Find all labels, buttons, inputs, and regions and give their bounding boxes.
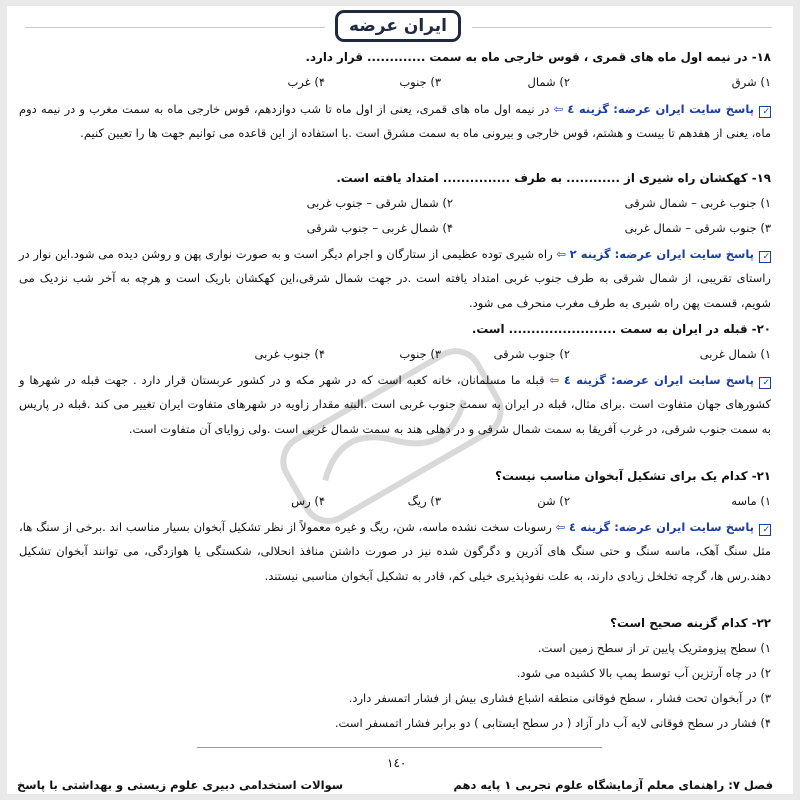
question-20: ۲۰- قبله در ایران به سمت ........................ است. xyxy=(471,322,771,336)
arrow-left-icon: ⇦ xyxy=(553,102,564,116)
q20-option-2: ۲) جنوب شرقی xyxy=(493,347,570,361)
q21-answer-label: پاسخ سایت ایران عرضه: گزینه ٤ xyxy=(569,520,754,534)
q19-option-1: ۱) جنوب غربی – شمال شرقی xyxy=(624,196,771,210)
checkbox-icon: ✓ xyxy=(759,106,771,118)
checkbox-icon: ✓ xyxy=(759,524,771,536)
header-rule-right xyxy=(472,27,772,28)
q18-option-2: ۲) شمال xyxy=(527,75,570,89)
q20-option-4: ۴) جنوب غربی xyxy=(254,347,325,361)
q22-option-1: ۱) سطح پیزومتریک پایین تر از سطح زمین است. xyxy=(537,641,771,655)
q22-option-4: ۴) فشار در سطح فوقانی لایه آب دار آزاد ( در سطح ایستابی ) دو برابر فشار اتمسفر است. xyxy=(334,716,771,730)
q20-option-3: ۳) جنوب xyxy=(399,347,441,361)
q20-answer xyxy=(19,368,771,441)
q19-option-4: ۴) شمال غربی – جنوب شرقی xyxy=(306,221,453,235)
question-22: ۲۲- کدام گزینه صحیح است؟ xyxy=(610,616,771,630)
q18-answer xyxy=(19,97,771,146)
logo xyxy=(335,10,461,42)
q22-option-2: ۲) در چاه آرتزین آب توسط پمپ بالا کشیده می شود. xyxy=(516,666,771,680)
q19-answer xyxy=(19,242,771,315)
footer-chapter-title: فصل ۷: راهنمای معلم آزمایشگاه علوم تجربی ۱ پایه دهم xyxy=(453,778,773,792)
q21-option-1: ۱) ماسه xyxy=(731,494,771,508)
q22-option-3: ۳) در آبخوان تحت فشار ، سطح فوقانی منطقه اشباع فشاری بیش از فشار اتمسفر دارد. xyxy=(348,691,771,705)
q20-answer-text: قبله ما مسلمانان، خانه کعبه است که در شهر مکه و در کشور عربستان قرار دارد . جهت قبله در شهرها و کشورهای جهان متفاوت است .برای مثال، قبله در ایران به سمت جنوب غربی است .البته مقدار زاویه در شهرهای متفاوت ایران تغییر می کند .قبله در پاریس به سمت جنوب شرقی، در غرب آفریقا به سمت شمال شرقی و در دهلی هند به سمت شمال غربی است .ولی زوایای آن متفاوت است. xyxy=(19,373,771,436)
q21-option-2: ۲) شن xyxy=(537,494,570,508)
q18-answer-label: پاسخ سایت ایران عرضه: گزینه ٤ xyxy=(567,102,754,116)
footer-book-title: سوالات استخدامی دبیری علوم زیستی و بهداشتی با پاسخ xyxy=(17,778,344,792)
q21-option-4: ۴) رس xyxy=(291,494,325,508)
header-rule-left xyxy=(25,27,325,28)
footer-rule xyxy=(197,747,602,748)
q19-option-3: ۳) جنوب شرقی – شمال غربی xyxy=(624,221,771,235)
page-number: ۱٤۰ xyxy=(387,756,407,770)
question-21: ۲۱- کدام یک برای تشکیل آبخوان مناسب نیست؟ xyxy=(495,469,771,483)
q18-option-4: ۴) غرب xyxy=(287,75,325,89)
q19-option-2: ۲) شمال شرقی – جنوب غربی xyxy=(306,196,453,210)
q21-answer xyxy=(19,515,771,588)
document-page xyxy=(7,6,793,794)
checkbox-icon: ✓ xyxy=(759,251,771,263)
q19-answer-text: راه شیری توده عظیمی از ستارگان و اجرام دیگر است و به صورت نواری پهن و روشن دیده می شود.این نوار در راستای تقریبی، از شمال شرقی به طرف جنوب غربی امتداد یافته است .در جهت شمال شرقی،این کهکشان باریک است و هرچه به آخر شب نزدیک می شویم، قسمت پهن راه شیری به طرف مغرب منحرف می شود. xyxy=(19,247,771,310)
q21-option-3: ۳) ریگ xyxy=(407,494,441,508)
question-18: ۱۸- در نیمه اول ماه های قمری ، قوس خارجی ماه به سمت ............. قرار دارد. xyxy=(305,50,771,64)
q18-option-3: ۳) جنوب xyxy=(399,75,441,89)
arrow-left-icon: ⇦ xyxy=(555,520,566,534)
arrow-left-icon: ⇦ xyxy=(549,373,559,387)
checkbox-icon: ✓ xyxy=(759,377,771,389)
q18-option-1: ۱) شرق xyxy=(731,75,771,89)
q20-option-1: ۱) شمال غربی xyxy=(699,347,771,361)
q20-answer-label: پاسخ سایت ایران عرضه: گزینه ٤ xyxy=(563,373,754,387)
question-19: ۱۹- کهکشان راه شیری از ............ به طرف ............... امتداد یافته است. xyxy=(336,171,771,185)
q21-answer-text: رسوبات سخت نشده ماسه، شن، ریگ و غیره معمولاً از نظر تشکیل آبخوان بسیار مناسب اند .برخی از سنگ ها، مثل سنگ آهک، ماسه سنگ و حتی سنگ های آذرین و دگرگون شده نیز در صورت داشتن منافذ انحلالی، شکستگی یا هوازدگی، می توانند آبخوان تشکیل دهند.رس ها، گرچه تخلخل زیادی دارند، به علت نفوذپذیری خیلی کم، قادر به تشکیل آبخوان مناسبی نیستند. xyxy=(19,520,771,583)
q18-answer-text: در نیمه اول ماه های قمری، یعنی از اول ماه تا شب دوازدهم، قوس خارجی ماه به سمت مغرب و در نیمه دوم ماه، یعنی از هفدهم تا بیست و هشتم، قوس خارجی و بیرونی ماه به سمت مشرق است .با استفاده از این قاعده می توانیم جهت ها را تعیین کنیم. xyxy=(19,102,771,141)
arrow-left-icon: ⇦ xyxy=(556,247,566,261)
logo-text: ایران عرضه xyxy=(349,16,447,36)
q19-answer-label: پاسخ سایت ایران عرضه: گزینه ۲ xyxy=(569,247,754,261)
